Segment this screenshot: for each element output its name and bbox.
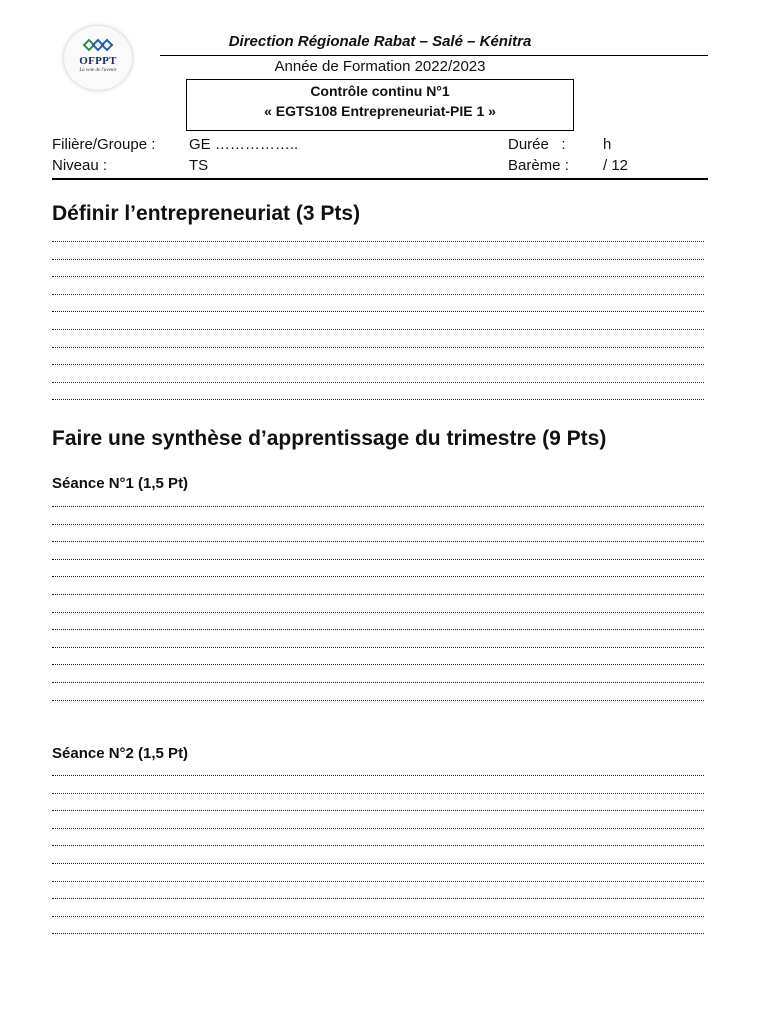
- answer-line[interactable]: [52, 364, 704, 365]
- direction-title: Direction Régionale Rabat – Salé – Kénitra: [228, 33, 532, 50]
- answer-line[interactable]: [52, 347, 704, 348]
- answer-line[interactable]: [52, 382, 704, 383]
- answer-line[interactable]: [52, 664, 704, 665]
- duree-label: Durée :: [508, 136, 566, 153]
- header-rule: [160, 55, 708, 56]
- ofppt-logo: [64, 26, 132, 90]
- section-definir-title: Définir l’entrepreneuriat (3 Pts): [52, 202, 361, 225]
- answer-line[interactable]: [52, 276, 704, 277]
- section-synthese-title: Faire une synthèse d’apprentissage du trimestre (9 Pts): [52, 427, 607, 450]
- niveau-label: Niveau :: [52, 157, 108, 174]
- answer-line[interactable]: [52, 863, 704, 864]
- answer-line[interactable]: [52, 933, 704, 934]
- answer-line[interactable]: [52, 898, 704, 899]
- answer-line[interactable]: [52, 294, 704, 295]
- answer-line[interactable]: [52, 524, 704, 525]
- niveau-value: TS: [189, 157, 209, 174]
- seance-1-title: Séance N°1 (1,5 Pt): [52, 475, 189, 492]
- answer-line[interactable]: [52, 612, 704, 613]
- answer-line[interactable]: [52, 241, 704, 242]
- ofppt-logo-icon: [81, 38, 117, 52]
- answer-line[interactable]: [52, 682, 704, 683]
- bareme-label: Barème :: [508, 157, 569, 174]
- info-rule: [52, 178, 708, 180]
- controle-box: [186, 79, 574, 131]
- answer-line[interactable]: [52, 559, 704, 560]
- logo-text: OFPPT: [79, 55, 117, 67]
- logo-subtitle: La voie de l'avenir: [79, 68, 117, 73]
- filiere-label: Filière/Groupe :: [52, 136, 156, 153]
- filiere-value: GE ……………..: [189, 136, 299, 153]
- answer-line[interactable]: [52, 700, 704, 701]
- answer-line[interactable]: [52, 506, 704, 507]
- answer-line[interactable]: [52, 828, 704, 829]
- controle-module: « EGTS108 Entrepreneuriat-PIE 1 »: [264, 103, 496, 119]
- answer-line[interactable]: [52, 399, 704, 400]
- answer-line[interactable]: [52, 259, 704, 260]
- answer-line[interactable]: [52, 881, 704, 882]
- controle-title: Contrôle continu N°1: [310, 83, 450, 99]
- answer-line[interactable]: [52, 329, 704, 330]
- answer-line[interactable]: [52, 576, 704, 577]
- answer-line[interactable]: [52, 793, 704, 794]
- answer-line[interactable]: [52, 845, 704, 846]
- answer-line[interactable]: [52, 629, 704, 630]
- bareme-value: / 12: [603, 157, 629, 174]
- answer-line[interactable]: [52, 775, 704, 776]
- answer-line[interactable]: [52, 810, 704, 811]
- duree-value: h: [603, 136, 612, 153]
- answer-line[interactable]: [52, 311, 704, 312]
- answer-line[interactable]: [52, 916, 704, 917]
- answer-line[interactable]: [52, 541, 704, 542]
- answer-line[interactable]: [52, 647, 704, 648]
- answer-line[interactable]: [52, 594, 704, 595]
- seance-2-title: Séance N°2 (1,5 Pt): [52, 745, 189, 762]
- annee-formation: Année de Formation 2022/2023: [274, 58, 486, 75]
